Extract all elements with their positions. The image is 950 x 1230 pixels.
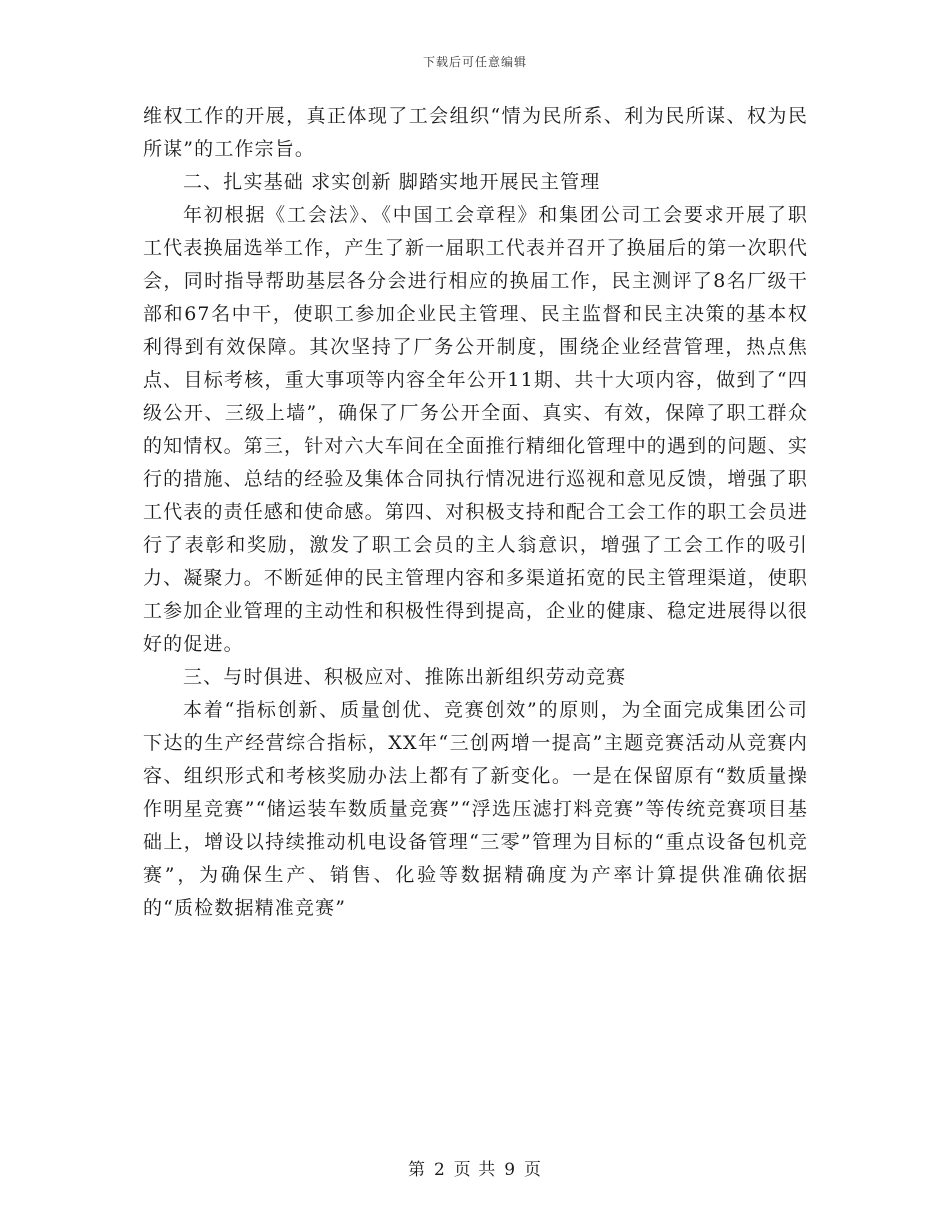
paragraph-continuation: 维权工作的开展，真正体现了工会组织“情为民所系、利为民所谋、权为民所谋”的工作宗旨。 (143, 105, 808, 160)
footer-prefix: 第 (407, 1160, 426, 1180)
footer-middle: 页 共 (453, 1160, 497, 1180)
page-header: 下载后可任意编辑 (422, 55, 527, 69)
section-heading-2: 二、扎实基础 求实创新 脚踏实地开展民主管理 (183, 171, 601, 193)
page-footer (0, 1155, 950, 1180)
footer-suffix: 页 (524, 1160, 543, 1180)
paragraph-labor-competition: 本着“指标创新、质量创优、竞赛创效”的原则，为全面完成集团公司下达的生产经营综合指标，XX年“三创两增一提高”主题竞赛活动从竞赛内容、组织形式和考核奖励办法上都有了新变化。一是在保留原有“数质量操作明星竞赛”“储运装车数质量竞赛”“浮选压滤打料竞赛”等传统竞赛项目基础上，增设以持续推动机电设备管理“三零”管理为目标的“重点设备包机竞赛”，为确保生产、销售、化验等数据精确度为产率计算提供准确依据的“质检数据精准竞赛” (143, 699, 808, 919)
document-body (143, 100, 808, 925)
section-heading-3: 三、与时俱进、积极应对、推陈出新组织劳动竞赛 (183, 666, 627, 688)
total-pages-number: 9 (504, 1160, 517, 1180)
current-page-number: 2 (433, 1160, 446, 1180)
paragraph-democratic-management: 年初根据《工会法》、《中国工会章程》和集团公司工会要求开展了职工代表换届选举工作，产生了新一届职工代表并召开了换届后的第一次职代会，同时指导帮助基层各分会进行相应的换届工作，民主测评了8名厂级干部和67名中干，使职工参加企业民主管理、民主监督和民主决策的基本权利得到有效保障。其次坚持了厂务公开制度，围绕企业经营管理，热点焦点、目标考核，重大事项等内容全年公开11期、共十大项内容，做到了“四级公开、三级上墙”，确保了厂务公开全面、真实、有效，保障了职工群众的知情权。第三，针对六大车间在全面推行精细化管理中的遇到的问题、实行的措施、总结的经验及集体合同执行情况进行巡视和意见反馈，增强了职工代表的责任感和使命感。第四、对积极支持和配合工会工作的职工会员进行了表彰和奖励，激发了职工会员的主人翁意识，增强了工会工作的吸引力、凝聚力。不断延伸的民主管理内容和多渠道拓宽的民主管理渠道，使职工参加企业管理的主动性和积极性得到提高，企业的健康、稳定进展得以很好的促进。 (143, 204, 808, 655)
